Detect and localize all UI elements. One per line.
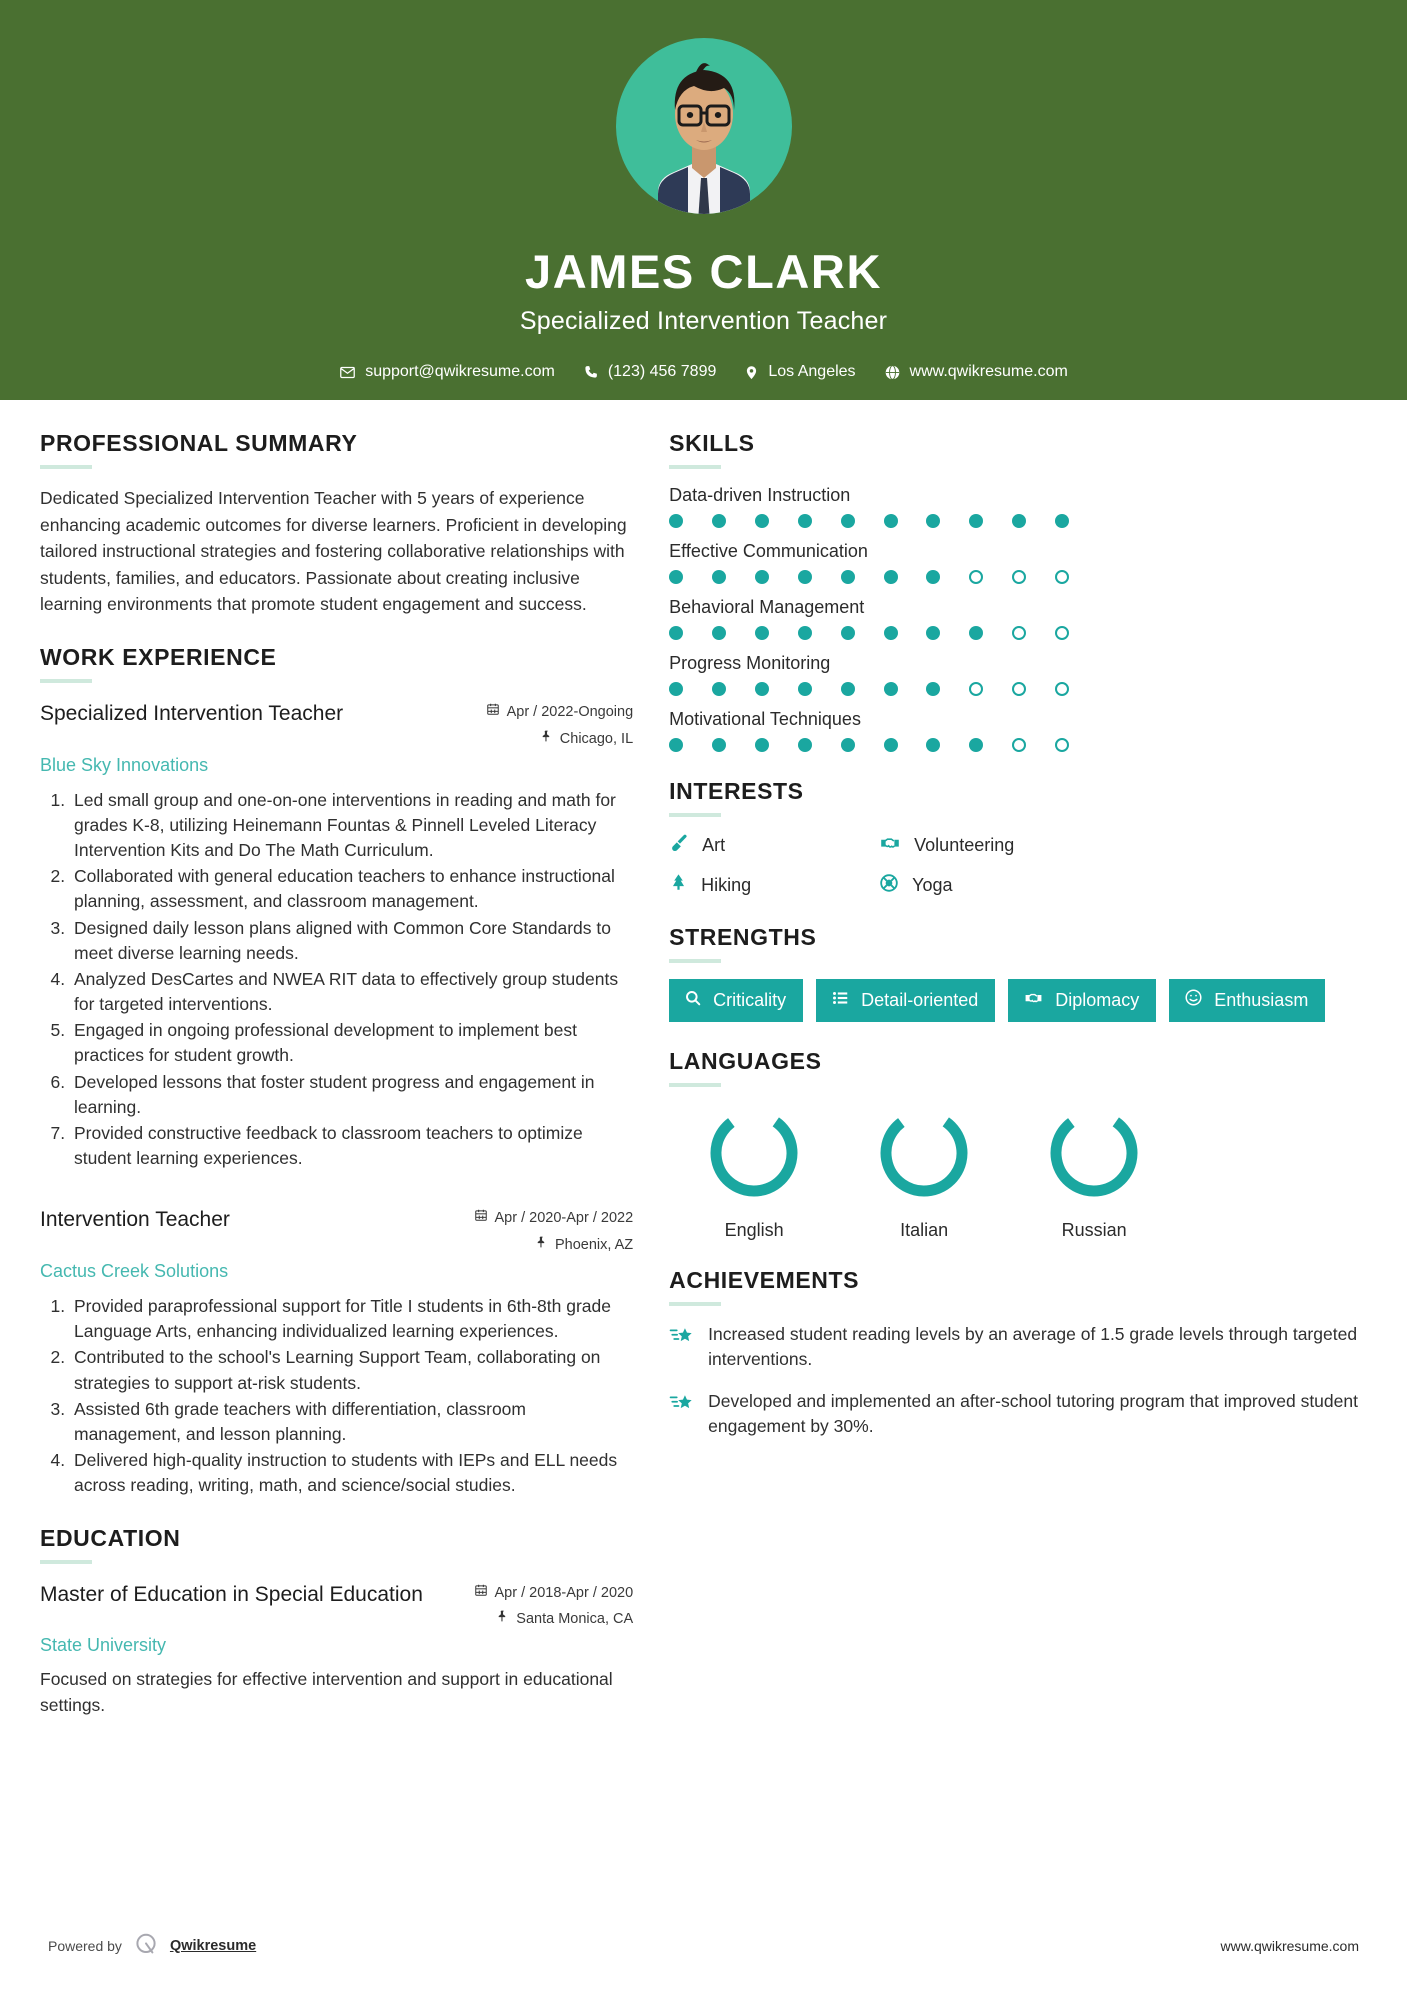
skill-dot-filled — [755, 738, 769, 752]
interest-item — [669, 833, 879, 858]
work-entry-title: Specialized Intervention Teacher — [40, 701, 344, 725]
language-label: Italian — [900, 1220, 949, 1240]
calendar-icon — [474, 1205, 488, 1232]
skill-dot-filled — [841, 626, 855, 640]
shooting-star-icon — [669, 1389, 694, 1440]
skill-dot-empty — [1012, 570, 1026, 584]
list-icon — [831, 989, 850, 1012]
work-entry-dates: Apr / 2022-Ongoing — [506, 703, 634, 720]
skill-dot-filled — [841, 738, 855, 752]
work-entry-location: Chicago, IL — [559, 730, 634, 747]
education-entry-degree: Master of Education in Special Education — [40, 1582, 423, 1606]
globe-icon — [884, 364, 901, 381]
skill-dot-empty — [969, 682, 983, 696]
interest-label: Art — [702, 835, 726, 855]
map-pin-icon — [496, 1606, 509, 1633]
work-entry-header — [40, 1205, 633, 1259]
language-progress-ring — [704, 1103, 804, 1203]
work-bullet: 4. Analyzed DesCartes and NWEA RIT data to effectively group students for targeted interventions. — [70, 967, 633, 1017]
strength-label: Diplomacy — [1055, 989, 1140, 1010]
education-entry-meta — [474, 1580, 634, 1634]
achievement-text: Developed and implemented an after-school tutoring program that improved student engagement by 30%. — [708, 1390, 1358, 1437]
work-entry-title: Intervention Teacher — [40, 1208, 230, 1232]
work-bullet: 4. Delivered high-quality instruction to students with IEPs and ELL needs across reading, writing, math, and science/social studies. — [70, 1448, 633, 1498]
work-entry — [40, 699, 633, 1171]
education-entry-school: State University — [40, 1635, 167, 1656]
section-strengths — [669, 924, 1367, 1022]
work-bullet: 1. Led small group and one-on-one interventions in reading and math for grades K-8, utilizing Heinemann Fountas & Pinnell Leveled Literacy Intervention Kits and Do The Math Curriculum. — [70, 788, 633, 864]
education-entry-dates-line — [474, 1580, 634, 1607]
skill-dot-filled — [926, 738, 940, 752]
skill-dot-empty — [969, 570, 983, 584]
calendar-icon — [474, 1580, 488, 1607]
section-languages — [669, 1048, 1367, 1241]
work-entry-organization: Cactus Creek Solutions — [40, 1261, 229, 1282]
section-rule — [669, 465, 721, 469]
contact-location-text: Los Angeles — [768, 363, 856, 380]
section-work-experience — [40, 644, 633, 1499]
strength-label: Enthusiasm — [1214, 989, 1309, 1010]
contact-phone[interactable] — [569, 363, 731, 381]
strength-label: Criticality — [713, 989, 787, 1010]
skill-rating-dots — [669, 682, 1069, 696]
strengths-list — [669, 979, 1367, 1022]
education-entry-location-line — [474, 1606, 634, 1633]
right-column — [669, 430, 1367, 1719]
work-entry-bullets — [40, 788, 633, 1172]
work-bullet: 2. Contributed to the school's Learning Support Team, collaborating on strategies to support at-risk students. — [70, 1345, 633, 1395]
work-bullet: 2. Collaborated with general education teachers to enhance instructional planning, assessment, and classroom management. — [70, 864, 633, 914]
skill-rating-dots — [669, 626, 1069, 640]
skill-dot-filled — [1012, 514, 1026, 528]
shooting-star-icon — [669, 1322, 694, 1373]
contact-phone-text: (123) 456 7899 — [607, 363, 717, 380]
education-entry-location: Santa Monica, CA — [516, 1611, 634, 1628]
skill-rating-dots — [669, 738, 1069, 752]
phone-icon — [583, 364, 599, 380]
skill-dot-filled — [669, 682, 683, 696]
work-section-title: WORK EXPERIENCE — [40, 643, 277, 670]
work-entry-dates-line — [486, 699, 634, 726]
skill-item — [669, 541, 1367, 584]
page-title: JAMES CLARK — [524, 245, 883, 298]
work-entry-location-line — [474, 1232, 634, 1259]
skill-dot-filled — [884, 570, 898, 584]
skill-dot-filled — [841, 514, 855, 528]
skill-dot-filled — [798, 570, 812, 584]
section-rule — [669, 813, 721, 817]
languages-section-title: LANGUAGES — [669, 1048, 822, 1074]
contact-email[interactable] — [325, 363, 569, 381]
skill-dot-filled — [798, 514, 812, 528]
map-pin-icon — [540, 726, 553, 753]
languages-list — [669, 1103, 1367, 1241]
work-entry-header — [40, 699, 633, 753]
skill-item — [669, 485, 1367, 528]
skill-dot-filled — [969, 626, 983, 640]
summary-section-title: PROFESSIONAL SUMMARY — [40, 430, 358, 456]
skill-dot-filled — [969, 514, 983, 528]
education-entry-dates: Apr / 2018-Apr / 2020 — [494, 1584, 634, 1601]
education-entry-header — [40, 1580, 633, 1634]
search-icon — [684, 989, 702, 1012]
skill-dot-filled — [841, 570, 855, 584]
work-entry — [40, 1205, 633, 1498]
skills-list — [669, 485, 1367, 752]
section-rule — [669, 959, 721, 963]
contact-website[interactable] — [870, 363, 1082, 381]
achievements-section-title: ACHIEVEMENTS — [669, 1267, 860, 1293]
language-label: Russian — [1061, 1220, 1127, 1240]
section-professional-summary — [40, 430, 633, 618]
lifebuoy-icon — [879, 873, 899, 898]
skill-dot-filled — [669, 570, 683, 584]
summary-text: Dedicated Specialized Intervention Teacher with 5 years of experience enhancing academic outcomes for diverse learners. Proficient in developing tailored instructional strategies and fostering collaborative relationships with students, families, and educators. Passionate about creating inclusive learning environments that promote student engagement and success. — [40, 488, 627, 615]
work-entry-location-line — [486, 726, 634, 753]
language-progress-ring — [874, 1103, 974, 1203]
skill-item — [669, 597, 1367, 640]
work-entry-meta — [474, 1205, 634, 1259]
skill-label: Data-driven Instruction — [669, 485, 851, 505]
skill-dot-filled — [926, 626, 940, 640]
skill-dot-filled — [798, 738, 812, 752]
page-footer — [0, 1931, 1407, 1960]
skill-dot-filled — [712, 626, 726, 640]
paintbrush-icon — [669, 833, 689, 858]
skill-dot-filled — [884, 738, 898, 752]
skill-dot-empty — [1055, 682, 1069, 696]
location-pin-icon — [744, 364, 759, 381]
handshake-icon — [1023, 989, 1044, 1012]
interests-grid — [669, 833, 1367, 898]
resume-body — [0, 400, 1407, 1719]
skill-label: Effective Communication — [669, 541, 868, 561]
language-item — [839, 1103, 1009, 1241]
skill-dot-filled — [884, 682, 898, 696]
section-skills — [669, 430, 1367, 752]
skill-dot-empty — [1012, 738, 1026, 752]
work-bullet: 3. Assisted 6th grade teachers with differentiation, classroom management, and lesson planning. — [70, 1397, 633, 1447]
skill-dot-empty — [1012, 682, 1026, 696]
work-bullet: 7. Provided constructive feedback to classroom teachers to optimize student learning experiences. — [70, 1121, 633, 1171]
skill-rating-dots — [669, 514, 1069, 528]
envelope-icon — [339, 364, 356, 381]
skill-dot-filled — [926, 682, 940, 696]
section-rule — [40, 465, 92, 469]
skill-dot-filled — [798, 682, 812, 696]
work-entry-organization: Blue Sky Innovations — [40, 754, 209, 775]
education-section-title: EDUCATION — [40, 1524, 181, 1551]
footer-powered-by-label: Powered by — [48, 1937, 122, 1954]
work-bullet: 1. Provided paraprofessional support for Title I students in 6th-8th grade Language Arts, enhancing individualized learning experiences. — [70, 1294, 633, 1344]
skill-dot-filled — [884, 626, 898, 640]
skill-label: Behavioral Management — [669, 597, 865, 617]
interest-label: Yoga — [912, 874, 953, 895]
resume-header — [0, 0, 1407, 400]
skill-item — [669, 653, 1367, 696]
strength-badge-enthusiasm — [1169, 979, 1325, 1022]
skill-dot-empty — [1012, 626, 1026, 640]
work-entry-dates: Apr / 2020-Apr / 2022 — [494, 1210, 634, 1227]
skill-dot-filled — [755, 514, 769, 528]
language-progress-ring — [1044, 1103, 1144, 1203]
skill-dot-filled — [755, 626, 769, 640]
skill-dot-filled — [755, 570, 769, 584]
education-entry — [40, 1580, 633, 1719]
contact-bar — [0, 363, 1407, 381]
qwikresume-logo-icon — [133, 1931, 159, 1960]
skill-dot-filled — [712, 514, 726, 528]
section-rule — [669, 1302, 721, 1306]
strength-badge-criticality — [669, 979, 803, 1022]
skill-label: Motivational Techniques — [669, 709, 861, 729]
handshake-icon — [879, 833, 901, 858]
skill-dot-filled — [841, 682, 855, 696]
skill-dot-filled — [712, 570, 726, 584]
work-entry-location: Phoenix, AZ — [554, 1237, 634, 1254]
map-pin-icon — [535, 1232, 548, 1259]
skill-dot-filled — [884, 514, 898, 528]
skill-dot-empty — [1055, 738, 1069, 752]
skill-dot-filled — [669, 738, 683, 752]
work-entry-bullets — [40, 1294, 633, 1499]
language-item — [669, 1103, 839, 1241]
work-bullet: 5. Engaged in ongoing professional development to implement best practices for student growth. — [70, 1018, 633, 1068]
skill-item — [669, 709, 1367, 752]
skill-dot-filled — [669, 626, 683, 640]
skill-dot-empty — [1055, 626, 1069, 640]
skill-dot-filled — [1055, 514, 1069, 528]
skills-section-title: SKILLS — [669, 430, 755, 456]
footer-website[interactable]: www.qwikresume.com — [1220, 1937, 1359, 1954]
interest-item — [879, 872, 1367, 898]
skill-dot-filled — [926, 514, 940, 528]
skill-dot-empty — [1055, 570, 1069, 584]
interests-section-title: INTERESTS — [669, 778, 804, 804]
skill-dot-filled — [712, 738, 726, 752]
interest-label: Volunteering — [914, 835, 1015, 855]
section-education — [40, 1525, 633, 1719]
section-rule — [669, 1083, 721, 1087]
tree-icon — [669, 872, 688, 898]
work-entry-dates-line — [474, 1205, 634, 1232]
achievement-item — [669, 1322, 1367, 1373]
work-bullet: 3. Designed daily lesson plans aligned with Common Core Standards to meet diverse learning needs. — [70, 916, 633, 966]
language-label: English — [724, 1220, 784, 1240]
avatar — [616, 38, 792, 214]
interest-item — [669, 872, 879, 898]
skill-dot-filled — [926, 570, 940, 584]
work-entry-meta — [486, 699, 634, 753]
skill-dot-filled — [969, 738, 983, 752]
achievement-item — [669, 1389, 1367, 1440]
interest-item — [879, 833, 1367, 858]
section-rule — [40, 1560, 92, 1564]
interest-label: Hiking — [701, 874, 752, 895]
skill-dot-filled — [755, 682, 769, 696]
strength-badge-detail-oriented — [816, 979, 995, 1022]
skill-label: Progress Monitoring — [669, 653, 831, 673]
smiley-icon — [1184, 988, 1203, 1012]
job-role-subtitle: Specialized Intervention Teacher — [519, 307, 888, 335]
skill-dot-filled — [712, 682, 726, 696]
contact-website-text: www.qwikresume.com — [909, 363, 1068, 380]
language-item — [1009, 1103, 1179, 1241]
contact-email-text: support@qwikresume.com — [365, 363, 555, 380]
achievement-text: Increased student reading levels by an average of 1.5 grade levels through targeted interventions. — [708, 1324, 1358, 1370]
work-bullet: 6. Developed lessons that foster student progress and engagement in learning. — [70, 1070, 633, 1120]
strengths-section-title: STRENGTHS — [669, 924, 817, 950]
section-achievements — [669, 1267, 1367, 1440]
footer-powered-by — [48, 1931, 256, 1960]
skill-dot-filled — [798, 626, 812, 640]
strength-label: Detail-oriented — [861, 989, 979, 1010]
left-column — [40, 430, 633, 1719]
calendar-icon — [486, 699, 500, 726]
education-entry-description: Focused on strategies for effective intervention and support in educational settings. — [40, 1669, 613, 1716]
section-rule — [40, 679, 92, 683]
strength-badge-diplomacy — [1008, 979, 1156, 1022]
footer-brand-link[interactable]: Qwikresume — [169, 1937, 257, 1954]
section-interests — [669, 778, 1367, 898]
skill-rating-dots — [669, 570, 1069, 584]
skill-dot-filled — [669, 514, 683, 528]
avatar-photo — [648, 52, 760, 214]
contact-location[interactable] — [730, 363, 869, 381]
